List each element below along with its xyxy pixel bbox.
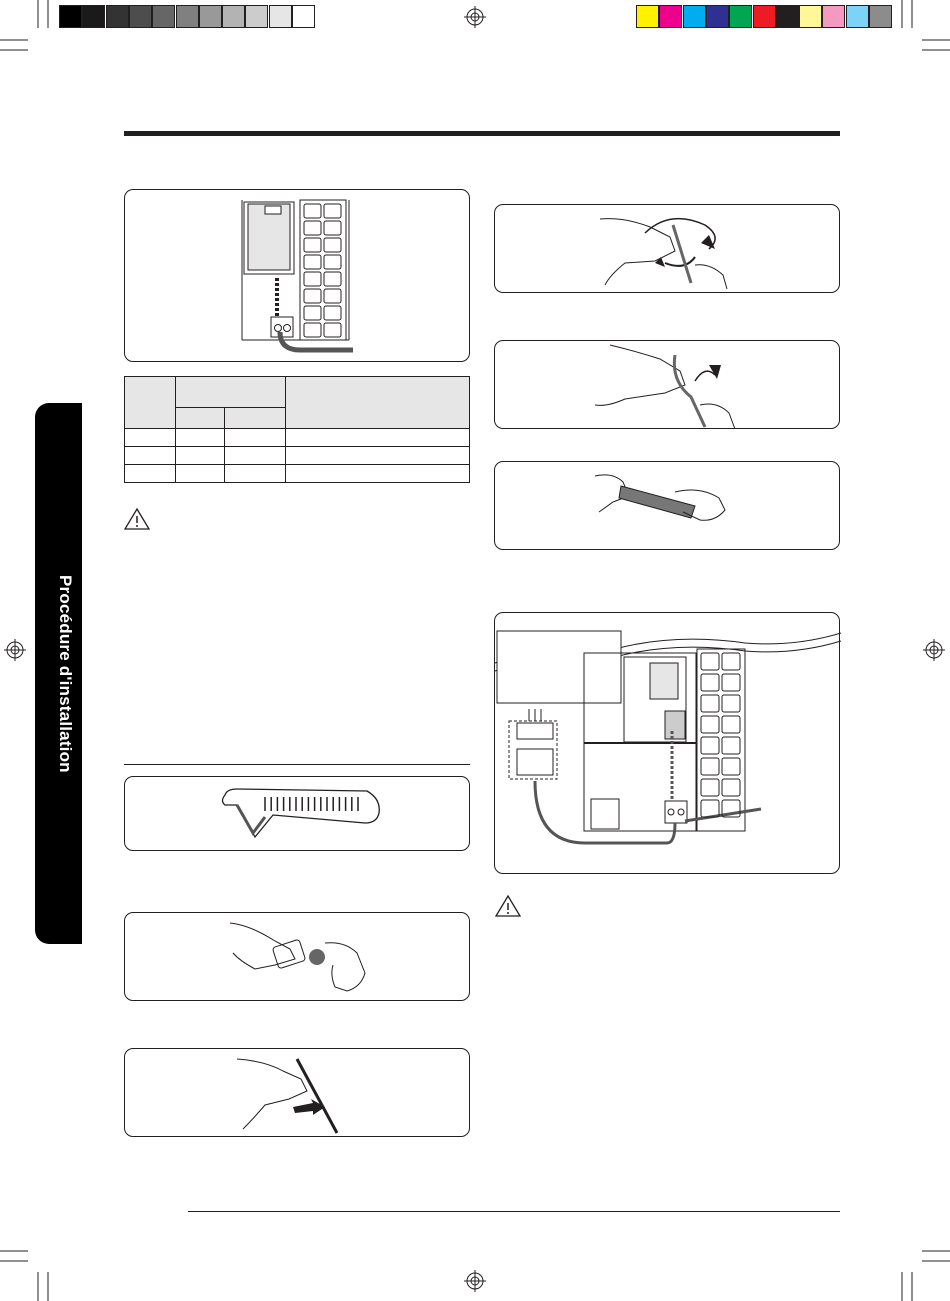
header-rule: [124, 131, 840, 136]
table-row: [125, 465, 470, 483]
figure-crimping-tool: [124, 776, 470, 851]
footer-rule: [188, 1211, 840, 1212]
warning-icon: [123, 507, 151, 531]
figure-push-wire: [124, 1048, 470, 1137]
figure-tape-connection: [494, 461, 840, 550]
warning-icon: [494, 894, 522, 918]
section-divider: [124, 764, 470, 765]
registration-mark-top: [464, 6, 486, 28]
figure-bend-wire: [494, 340, 840, 429]
table-row: [125, 429, 470, 447]
figure-outdoor-unit-wiring: [124, 189, 470, 362]
figure-control-box-wiring: [494, 612, 840, 874]
figure-insert-sleeve: [124, 912, 470, 1001]
section-tab-label: Procédure d'installation: [56, 575, 75, 773]
table-row: [125, 447, 470, 465]
specification-table: [124, 376, 470, 483]
figure-twist-wire: [494, 204, 840, 293]
registration-mark-left: [4, 639, 26, 661]
registration-mark-bottom: [464, 1270, 486, 1292]
registration-mark-right: [923, 639, 945, 661]
